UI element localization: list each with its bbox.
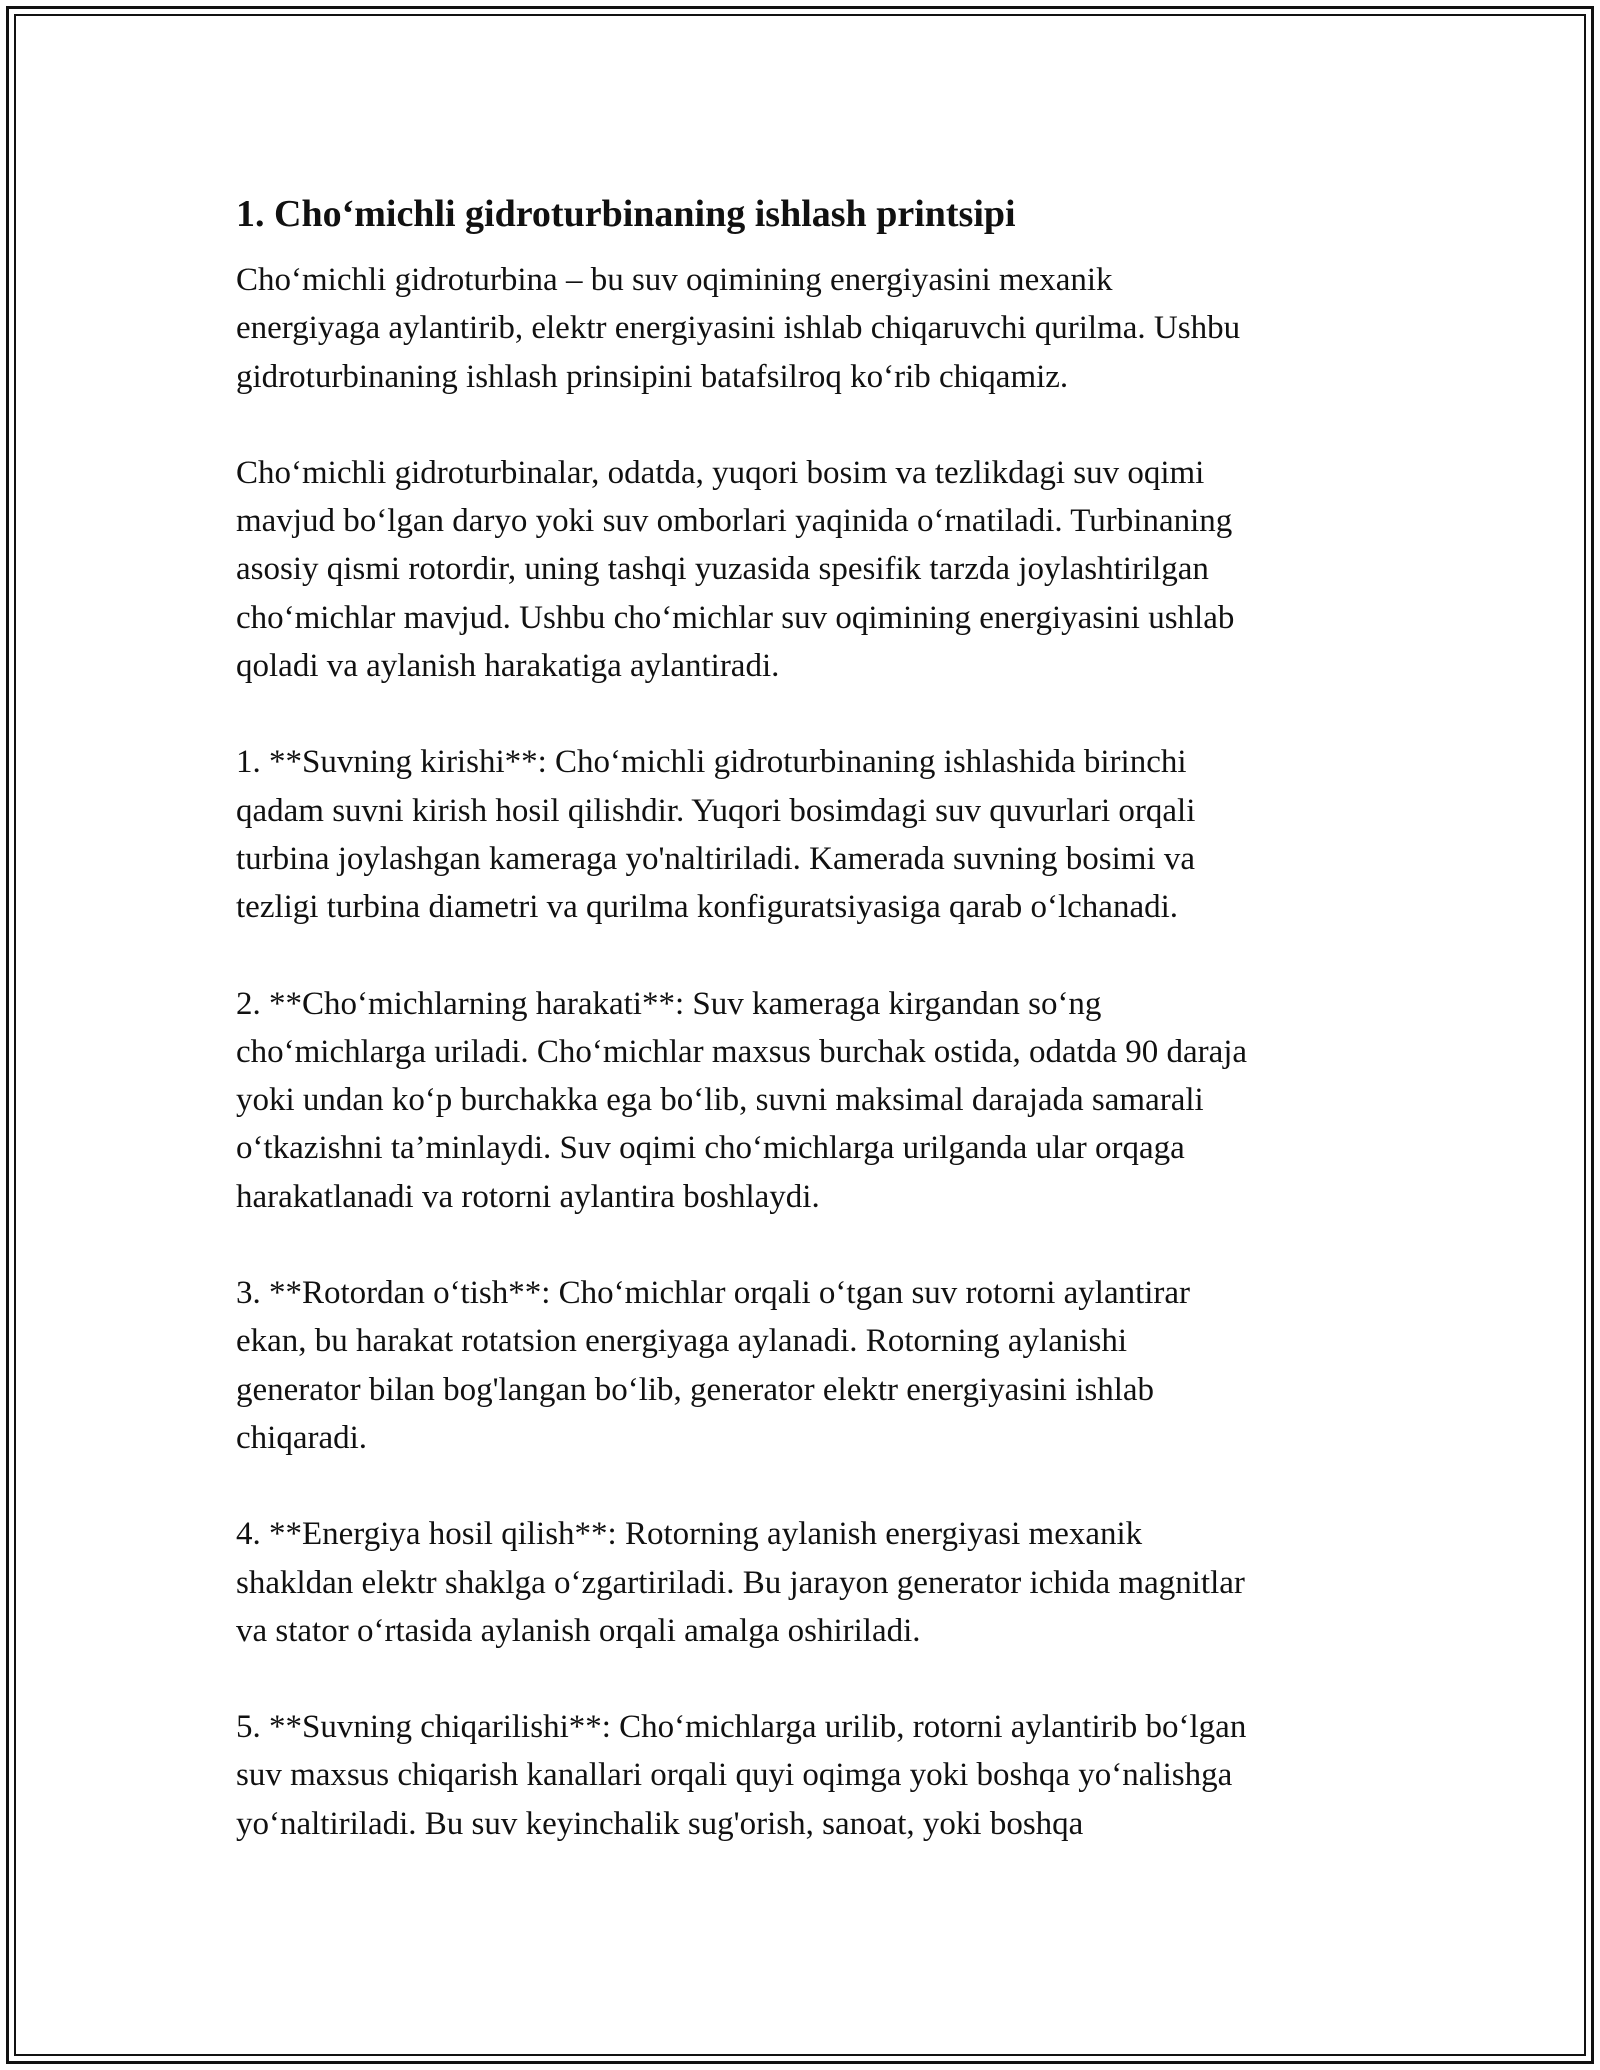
text-line: va stator o‘rtasida aylanish orqali amalga oshiriladi.: [236, 1612, 921, 1649]
text-line: qoladi va aylanish harakatiga aylantiradi.: [236, 648, 780, 685]
text-line: 3. **Rotordan o‘tish**: Cho‘michlar orqali o‘tgan suv rotorni aylantirar: [236, 1275, 1191, 1312]
text-line: yoki undan ko‘p burchakka ega bo‘lib, suvni maksimal darajada samarali: [236, 1082, 1204, 1119]
text-line: energiyaga aylantirib, elektr energiyasini ishlab chiqaruvchi qurilma. Ushbu: [236, 310, 1241, 347]
text-line: ekan, bu harakat rotatsion energiyaga aylanadi. Rotorning aylanishi: [236, 1323, 1128, 1360]
text-line: Cho‘michli gidroturbina – bu suv oqimining energiyasini mexanik: [236, 262, 1113, 298]
text-line: 4. **Energiya hosil qilish**: Rotorning aylanish energiyasi mexanik: [236, 1516, 1143, 1553]
text-line: generator bilan bog'langan bo‘lib, generator elektr energiyasini ishlab: [236, 1371, 1155, 1408]
document-heading: 1. Cho‘michli gidroturbinaning ishlash printsipi: [236, 193, 1016, 235]
text-line: cho‘michlar mavjud. Ushbu cho‘michlar suv oqimining energiyasini ushlab: [236, 599, 1235, 636]
text-line: 1. **Suvning kirishi**: Cho‘michli gidroturbinaning ishlashida birinchi: [236, 744, 1187, 781]
text-line: harakatlanadi va rotorni aylantira boshlaydi.: [236, 1178, 820, 1215]
paragraph-step-3: [236, 1269, 1366, 1462]
text-line: chiqaradi.: [236, 1419, 368, 1456]
text-line: tezligi turbina diametri va qurilma konfiguratsiyasiga qarab o‘lchanadi.: [236, 889, 1179, 926]
text-line: asosiy qismi rotordir, uning tashqi yuzasida spesifik tarzda joylashtirilgan: [236, 551, 1209, 588]
paragraph-step-5: [236, 1703, 1366, 1848]
paragraph-step-2: [236, 980, 1366, 1221]
text-line: gidroturbinaning ishlash prinsipini batafsilroq ko‘rib chiqamiz.: [236, 358, 1069, 395]
document-body: [236, 186, 1366, 1896]
paragraph-description: [236, 449, 1366, 690]
paragraph-intro: [236, 256, 1366, 401]
paragraph-step-1: [236, 738, 1366, 931]
text-line: cho‘michlarga uriladi. Cho‘michlar maxsus burchak ostida, odatda 90 daraja: [236, 1033, 1248, 1070]
text-line: o‘tkazishni ta’minlaydi. Suv oqimi cho‘michlarga urilganda ular orqaga: [236, 1130, 1185, 1167]
text-line: 5. **Suvning chiqarilishi**: Cho‘michlarga urilib, rotorni aylantirib bo‘lgan: [236, 1709, 1247, 1746]
text-line: yo‘naltiriladi. Bu suv keyinchalik sug'orish, sanoat, yoki boshqa: [236, 1805, 1084, 1842]
text-line: qadam suvni kirish hosil qilishdir. Yuqori bosimdagi suv quvurlari orqali: [236, 792, 1196, 829]
text-line: suv maxsus chiqarish kanallari orqali quyi oqimga yoki boshqa yo‘nalishga: [236, 1757, 1233, 1794]
text-line: shakldan elektr shaklga o‘zgartiriladi. Bu jarayon generator ichida magnitlar: [236, 1564, 1245, 1601]
paragraph-step-4: [236, 1510, 1366, 1655]
text-line: mavjud bo‘lgan daryo yoki suv omborlari yaqinida o‘rnatiladi. Turbinaning: [236, 503, 1233, 540]
text-line: Cho‘michli gidroturbinalar, odatda, yuqori bosim va tezlikdagi suv oqimi: [236, 454, 1205, 491]
text-line: 2. **Cho‘michlarning harakati**: Suv kameraga kirgandan so‘ng: [236, 985, 1102, 1022]
text-line: turbina joylashgan kameraga yo'naltiriladi. Kamerada suvning bosimi va: [236, 840, 1196, 877]
